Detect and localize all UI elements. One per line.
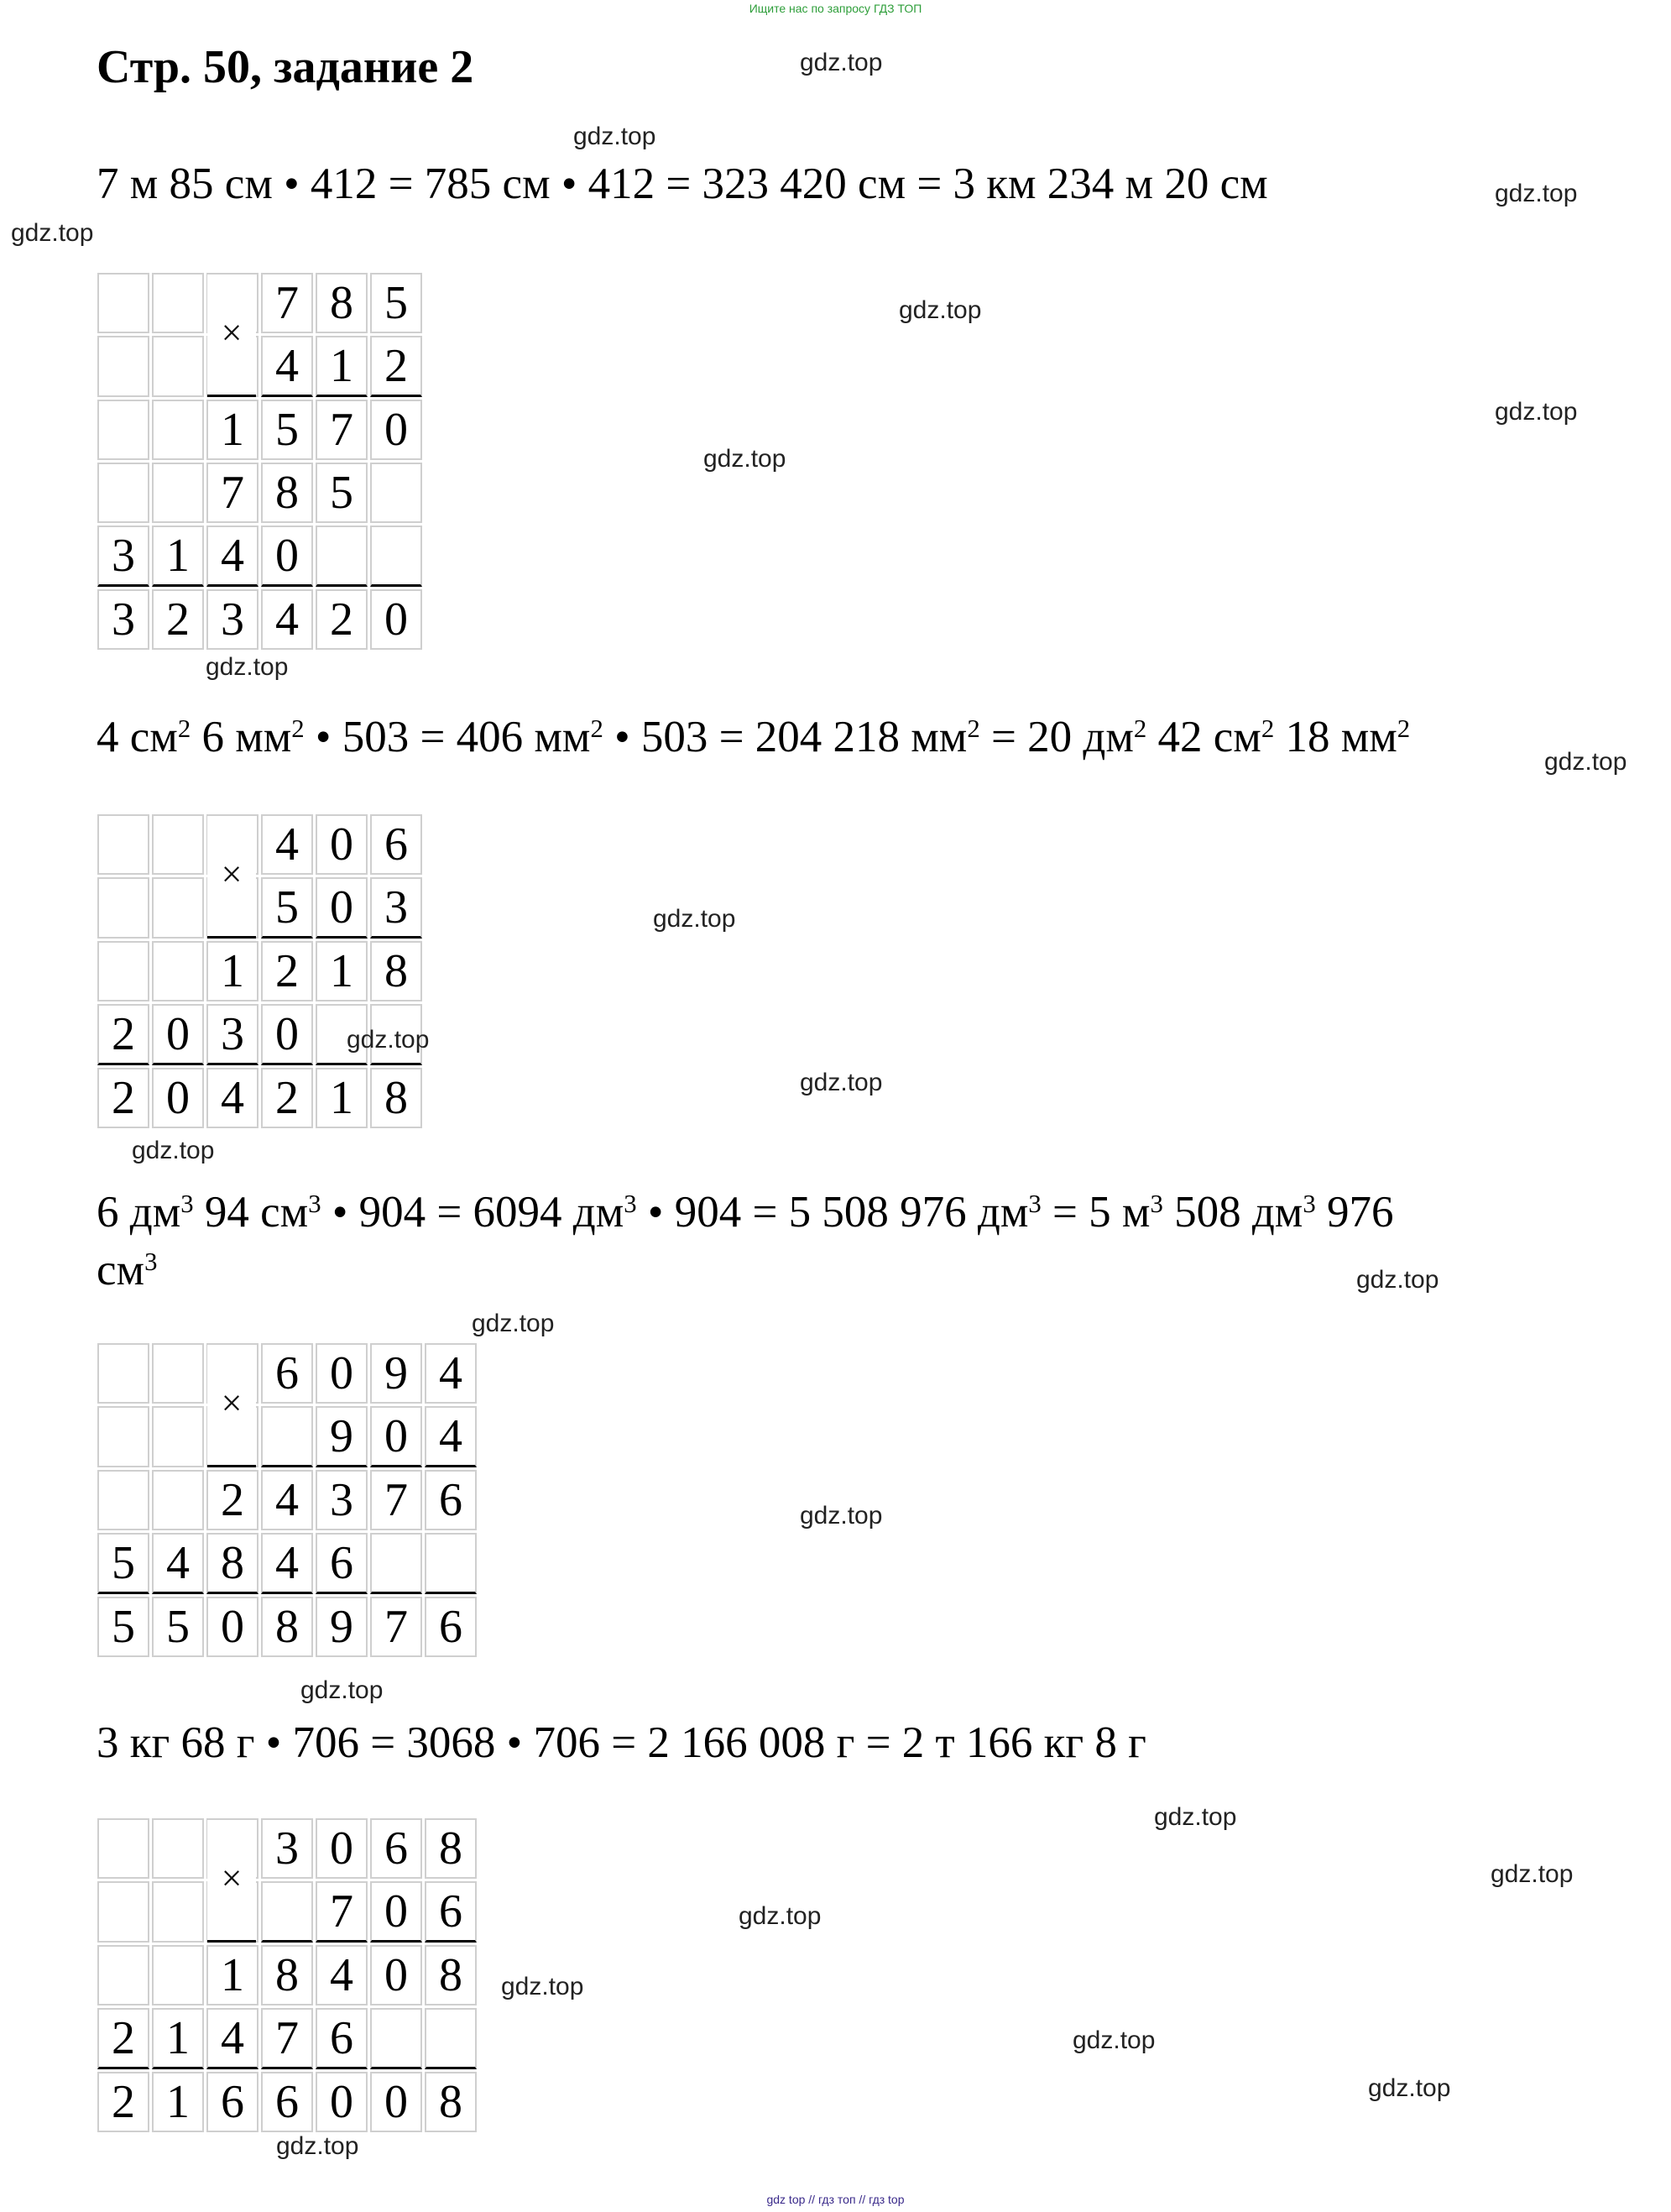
equation-1-text: 7 м 85 см • 412 = 785 см • 412 = 323 420 см = 3 км 234 м 20 см (97, 159, 1268, 208)
grid-cell (152, 336, 204, 397)
watermark: gdz.top (800, 49, 883, 76)
exponent: 2 (1397, 714, 1411, 744)
multiplication-grid-4 (95, 1816, 479, 2135)
grid-cell: 6 (261, 2072, 313, 2132)
grid-cell (152, 463, 204, 523)
grid-cell: 2 (261, 1068, 313, 1128)
times-sign: × (207, 1820, 256, 1943)
exponent: 2 (1133, 714, 1147, 744)
grid-cell: 0 (316, 877, 368, 939)
grid-cell (152, 1881, 204, 1943)
grid-cell: 1 (206, 1945, 258, 2005)
grid-cell (152, 1343, 204, 1404)
grid-cell: 4 (261, 1533, 313, 1594)
watermark: gdz.top (1491, 1860, 1574, 1888)
equation-3-text: 508 дм (1162, 1188, 1303, 1237)
equation-2 (97, 715, 1410, 760)
grid-cell (97, 941, 149, 1001)
grid-cell (370, 1533, 422, 1594)
grid-cell: 7 (370, 1470, 422, 1530)
grid-cell (152, 273, 204, 333)
grid-cell: 9 (370, 1343, 422, 1404)
grid-cell: 8 (261, 1597, 313, 1657)
grid-cell: 3 (206, 1004, 258, 1065)
watermark: gdz.top (1154, 1803, 1237, 1831)
grid-cell (97, 1881, 149, 1943)
grid-cell: 4 (261, 814, 313, 875)
grid-cell: 9 (316, 1406, 368, 1467)
watermark: gdz.top (739, 1902, 822, 1930)
exponent: 2 (291, 714, 305, 744)
grid-cell (97, 1818, 149, 1879)
equation-3-text: см (97, 1246, 145, 1294)
grid-cell: 7 (261, 273, 313, 333)
equation-3 (97, 1190, 1393, 1235)
grid-cell: 1 (316, 1068, 368, 1128)
grid-cell: 3 (206, 589, 258, 650)
equation-2-text: = 20 дм (979, 713, 1134, 761)
equation-4-text: 3 кг 68 г • 706 = 3068 • 706 = 2 166 008 г = 2 т 166 кг 8 г (97, 1718, 1146, 1767)
page-title: Стр. 50, задание 2 (97, 41, 474, 93)
exponent: 2 (177, 714, 191, 744)
equation-3-wrap (97, 1248, 157, 1293)
equation-2-text: 18 мм (1274, 713, 1397, 761)
grid-cell: 8 (425, 1818, 477, 1879)
grid-cell (425, 1533, 477, 1594)
multiplication-grid-2 (95, 812, 425, 1131)
grid-cell (152, 1406, 204, 1467)
grid-cell: 7 (316, 400, 368, 460)
grid-cell (97, 336, 149, 397)
grid-cell: 6 (425, 1470, 477, 1530)
times-sign: × (207, 816, 256, 939)
grid-cell: 1 (206, 400, 258, 460)
grid-cell: 0 (370, 1945, 422, 2005)
equation-2-text: 6 мм (191, 713, 292, 761)
grid-cell (152, 941, 204, 1001)
grid-cell: 2 (97, 1068, 149, 1128)
footer-note: gdz top // гдз топ // гдз top (766, 2193, 905, 2206)
grid-cell: 0 (206, 1597, 258, 1657)
grid-cell: 0 (316, 814, 368, 875)
watermark: gdz.top (347, 1026, 430, 1054)
watermark: gdz.top (276, 2132, 359, 2160)
exponent: 3 (1150, 1190, 1163, 1219)
grid-cell: 8 (425, 1945, 477, 2005)
grid-cell: 3 (97, 526, 149, 587)
grid-cell (97, 1343, 149, 1404)
grid-cell (152, 1945, 204, 2005)
watermark: gdz.top (800, 1069, 883, 1096)
exponent: 3 (180, 1190, 194, 1219)
multiplication-grid-3 (95, 1341, 479, 1660)
watermark: gdz.top (132, 1137, 215, 1164)
grid-cell: 2 (97, 1004, 149, 1065)
grid-cell (261, 1406, 313, 1467)
grid-cell: 1 (316, 941, 368, 1001)
grid-cell: 4 (261, 589, 313, 650)
grid-cell: 3 (261, 1818, 313, 1879)
watermark: gdz.top (300, 1676, 384, 1704)
grid-cell: 0 (261, 1004, 313, 1065)
grid-cell: 1 (316, 336, 368, 397)
exponent: 3 (308, 1190, 321, 1219)
watermark: gdz.top (1495, 398, 1578, 426)
grid-cell: 8 (261, 1945, 313, 2005)
exponent: 3 (1303, 1190, 1316, 1219)
grid-cell: 6 (316, 2008, 368, 2069)
grid-cell: 5 (97, 1533, 149, 1594)
grid-cell: 1 (152, 2072, 204, 2132)
grid-cell: 8 (425, 2072, 477, 2132)
exponent: 2 (967, 714, 980, 744)
watermark: gdz.top (703, 445, 786, 473)
watermark: gdz.top (11, 219, 94, 247)
grid-cell: 8 (261, 463, 313, 523)
grid-cell: 8 (206, 1533, 258, 1594)
grid-cell: 3 (316, 1470, 368, 1530)
watermark: gdz.top (1544, 748, 1627, 776)
grid-cell (97, 1945, 149, 2005)
grid-cell: 0 (370, 400, 422, 460)
grid-cell: 2 (152, 589, 204, 650)
grid-cell (370, 526, 422, 587)
grid-cell (97, 273, 149, 333)
grid-cell (97, 814, 149, 875)
grid-cell: 5 (152, 1597, 204, 1657)
watermark: gdz.top (1356, 1266, 1439, 1294)
multiplication-grid-1 (95, 270, 425, 652)
equation-3-text: 976 (1315, 1188, 1394, 1237)
grid-cell: 0 (316, 2072, 368, 2132)
grid-cell: 5 (261, 400, 313, 460)
grid-cell: 2 (97, 2008, 149, 2069)
equation-3-text: 6 дм (97, 1188, 181, 1237)
watermark: gdz.top (1368, 2074, 1451, 2102)
grid-cell: 4 (261, 336, 313, 397)
top-banner-note: Ищите нас по запросу ГДЗ ТОП (749, 2, 922, 15)
equation-1 (97, 159, 1268, 208)
grid-cell: 6 (425, 1881, 477, 1943)
grid-cell (152, 877, 204, 939)
grid-cell: 5 (261, 877, 313, 939)
grid-cell: 7 (316, 1881, 368, 1943)
grid-cell: 8 (370, 1068, 422, 1128)
grid-cell (370, 463, 422, 523)
watermark: gdz.top (1073, 2026, 1156, 2054)
grid-cell: 6 (370, 814, 422, 875)
times-sign: × (207, 275, 256, 397)
grid-cell: 4 (261, 1470, 313, 1530)
grid-cell (97, 877, 149, 939)
equation-3-text: = 5 м (1041, 1188, 1151, 1237)
equation-4 (97, 1718, 1146, 1767)
grid-cell: 2 (370, 336, 422, 397)
watermark: gdz.top (501, 1973, 584, 2000)
grid-cell (370, 2008, 422, 2069)
equation-3-text: 94 см (193, 1188, 309, 1237)
grid-cell (152, 814, 204, 875)
grid-cell (261, 1881, 313, 1943)
grid-cell: 6 (370, 1818, 422, 1879)
grid-cell: 4 (206, 1068, 258, 1128)
watermark: gdz.top (800, 1502, 883, 1530)
grid-cell: 2 (316, 589, 368, 650)
grid-cell: 6 (206, 2072, 258, 2132)
grid-cell: 8 (316, 273, 368, 333)
grid-cell (316, 526, 368, 587)
grid-cell: 1 (152, 526, 204, 587)
equation-3-text: • 904 = 6094 дм (321, 1188, 624, 1237)
equation-3-text: • 904 = 5 508 976 дм (636, 1188, 1029, 1237)
grid-cell: 8 (370, 941, 422, 1001)
grid-cell: 5 (316, 463, 368, 523)
times-sign: × (207, 1345, 256, 1467)
grid-cell: 0 (152, 1068, 204, 1128)
grid-cell: 4 (206, 2008, 258, 2069)
grid-cell: 4 (206, 526, 258, 587)
grid-cell: 2 (97, 2072, 149, 2132)
grid-cell: 4 (316, 1945, 368, 2005)
grid-cell: 4 (425, 1406, 477, 1467)
grid-cell: 2 (261, 941, 313, 1001)
grid-cell (97, 1470, 149, 1530)
grid-cell: 0 (261, 526, 313, 587)
grid-cell: 3 (370, 877, 422, 939)
exponent: 3 (624, 1190, 637, 1219)
grid-cell: 6 (261, 1343, 313, 1404)
grid-cell (152, 1470, 204, 1530)
watermark: gdz.top (573, 123, 656, 150)
grid-cell (425, 2008, 477, 2069)
exponent: 3 (144, 1247, 158, 1277)
watermark: gdz.top (899, 296, 982, 324)
grid-cell: 6 (425, 1597, 477, 1657)
grid-cell: 4 (425, 1343, 477, 1404)
equation-2-text: • 503 = 406 мм (304, 713, 591, 761)
grid-cell: 0 (370, 1881, 422, 1943)
grid-cell: 7 (370, 1597, 422, 1657)
grid-cell: 3 (97, 589, 149, 650)
grid-cell: 6 (316, 1533, 368, 1594)
grid-cell (97, 1406, 149, 1467)
grid-cell (97, 463, 149, 523)
grid-cell: 1 (152, 2008, 204, 2069)
exponent: 2 (1261, 714, 1275, 744)
grid-cell: 4 (152, 1533, 204, 1594)
equation-2-text: • 503 = 204 218 мм (603, 713, 968, 761)
grid-cell: 0 (152, 1004, 204, 1065)
grid-cell: 9 (316, 1597, 368, 1657)
grid-cell: 0 (316, 1343, 368, 1404)
grid-cell: 5 (370, 273, 422, 333)
grid-cell: 5 (97, 1597, 149, 1657)
watermark: gdz.top (206, 653, 289, 681)
grid-cell (97, 400, 149, 460)
grid-cell: 1 (206, 941, 258, 1001)
grid-cell: 2 (206, 1470, 258, 1530)
exponent: 2 (590, 714, 603, 744)
equation-2-text: 4 см (97, 713, 178, 761)
grid-cell: 7 (261, 2008, 313, 2069)
grid-cell (152, 1818, 204, 1879)
watermark: gdz.top (1495, 180, 1578, 207)
grid-cell: 0 (370, 589, 422, 650)
grid-cell: 0 (370, 2072, 422, 2132)
exponent: 3 (1028, 1190, 1042, 1219)
grid-cell (152, 400, 204, 460)
equation-2-text: 42 см (1146, 713, 1261, 761)
grid-cell: 0 (370, 1406, 422, 1467)
grid-cell: 0 (316, 1818, 368, 1879)
watermark: gdz.top (653, 905, 736, 933)
grid-cell: 7 (206, 463, 258, 523)
watermark: gdz.top (472, 1310, 555, 1337)
